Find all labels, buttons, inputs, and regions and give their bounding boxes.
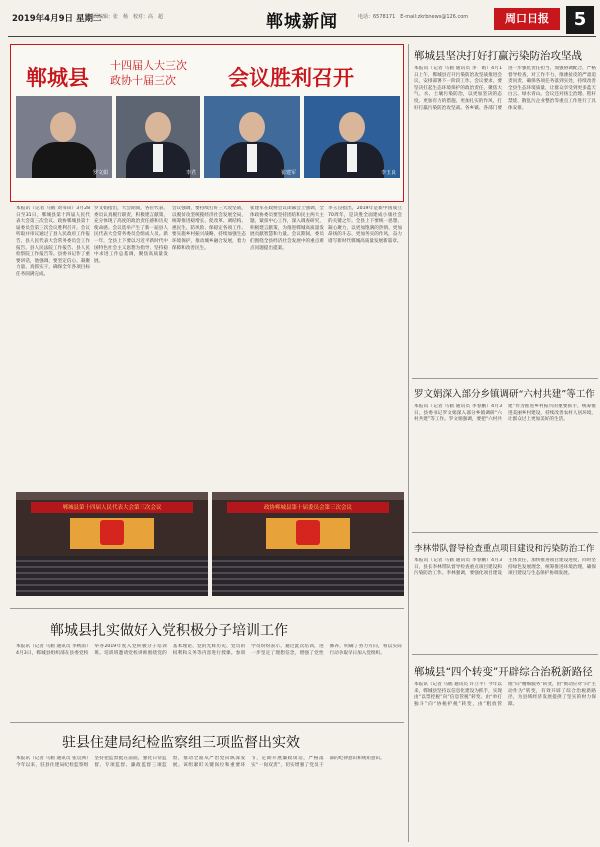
section-rule xyxy=(412,654,598,655)
photo-caption: 李玉良 xyxy=(380,170,396,176)
issue-date: 2019年4月9日 星期二 xyxy=(12,14,102,24)
photo-shirt xyxy=(153,144,163,172)
photo-shirt xyxy=(247,144,257,172)
headline-stack xyxy=(110,58,230,88)
article-body-tax: 本报讯（记者 马鹤 通讯员 许立平）今年以来，郸城县坚持以信息化建设为抓手，实现由“以票控税”向“信息管税”转变、由“单打独斗”向“协税护税”转变，由“粗放管理”向“精细服务”转变，由“被动应对”向“主动作为”转变，有效开辟了综合治税新路径，为县域经济发展提供了坚实的财力保障。 xyxy=(414,682,596,707)
lead-body-col-3: 会议强调，要持续打好三大攻坚战，以脱贫攻坚统揽经济社会发展全局，统筹推进稳增长、促改革、调结构、惠民生、防风险、保稳定各项工作。要实施乡村振兴战略，持续加强生态环境保护，推动城乡融合发展，着力保障和改善民生。 xyxy=(172,206,246,251)
hall-audience xyxy=(16,556,208,596)
hall-audience xyxy=(212,556,404,596)
headline-tail: 会议胜利召开 xyxy=(228,65,354,90)
article-body-party-training: 本报讯（记者 马鹤 通讯员 李秋雨）4月3日，郸城县组织部在县委党校举办2019年度入党积极分子培训班。培训班邀请党校讲师围绕党的基本理论、党的光辉历史、党员的权利和义务等内容进行授课。参训学员纷纷表示，通过此次培训，进一步坚定了理想信念，增强了党性修养，明确了努力方向，将以实际行动争取早日加入党组织。 xyxy=(16,644,402,656)
article-title-pollution: 郸城县坚决打好打赢污染防治攻坚战 xyxy=(414,50,582,62)
lead-body-col-5: 李玉良指出，2019年是新中国成立70周年，是决胜全面建成小康社会的关键之年。全县上下要统一思想、凝心聚力，以更加饱满的热情、更加昂扬的斗志、更加务实的作风，奋力谱写新时代郸城高质量发展新篇章。 xyxy=(328,206,402,244)
headline-county: 郸城县 xyxy=(26,65,89,90)
lead-photo-1 xyxy=(16,96,112,178)
article-body-pollution: 本报讯（记者 马鹤 通讯员 李 娟）4月1日上午，郸城县召开污染防治攻坚战推进会议，安排部署下一阶段工作。会议要求，要坚决扛起生态环境保护的政治责任，聚焦大气、水、土壤污染防治，以更加坚决的态度、更加有力的措施、更加扎实的作风，打好打赢污染防治攻坚战。各乡镇、各部门要进一步强化责任担当，加强协调配合，严格督导检查，对工作不力、推诿扯皮的严肃追责问责，确保各项任务落到实处，持续改善全县生态环境质量，让群众享受到更多蓝天白云、绿水青山。会议还对扬尘治理、秸秆禁烧、散乱污企业整治等重点工作进行了具体安排。 xyxy=(414,66,596,111)
lead-body-col-1: 本报讯（记者 马鹤 刘书田）3月28日至31日，郸城县第十四届人民代表大会第三次会议、政协郸城县第十届委员会第三次会议胜利召开。会议听取并审议通过了县人民政府工作报告、县人民代表大会常务委员会工作报告、县人民法院工作报告、县人民检察院工作报告等。县委书记作了重要讲话，他强调，要坚定信心、凝聚力量、真抓实干，确保全年各项目标任务圆满完成。 xyxy=(16,206,90,277)
hall-ceiling xyxy=(212,492,404,500)
lead-photo-2 xyxy=(116,96,200,178)
lead-headline xyxy=(18,56,408,100)
page-number: 5 xyxy=(566,6,594,34)
photo-face xyxy=(339,112,365,142)
section-rule xyxy=(412,378,598,379)
lead-body-col-2: 罗文娟指出，大会期间，各位代表、委员认真履行职责，积极建言献策，充分体现了高度的政治责任感和历史使命感。会议选举产生了新一届县人民代表大会常务委员会组成人员。新一年，全县上下要以习近平新时代中国特色社会主义思想为指导，坚持稳中求进工作总基调，聚焦高质量发展。 xyxy=(94,206,168,264)
photo-caption: 罗文娟 xyxy=(92,170,108,176)
section-rule xyxy=(10,722,404,723)
hall-emblem xyxy=(296,520,319,545)
hall-ceiling xyxy=(16,492,208,500)
newspaper-logo: 周口日报 xyxy=(494,8,560,30)
headline-stack-line-2: 政协十届三次 xyxy=(110,74,176,87)
headline-stack-line-1: 十四届人大三次 xyxy=(110,59,187,72)
photo-shirt xyxy=(347,144,357,172)
lead-photo-4 xyxy=(304,96,400,178)
hall-emblem xyxy=(100,520,123,545)
lead-body-col-4: 崔建军在政协会议闭幕会上强调，全体政协委员要坚持团结和民主两大主题，紧扣中心工作，深入调查研究，积极建言献策，为推进郸城高质量发展贡献智慧和力量。会议期间，委员们围绕全县经济社会发展中的重点难点问题提出提案。 xyxy=(250,206,324,251)
column-divider xyxy=(408,44,409,842)
photo-figure xyxy=(32,142,96,178)
congress-hall-photo xyxy=(16,492,208,596)
article-body-six-villages: 本报讯（记者 马鹤 通讯员 李春鹏）4月3日，县委书记罗文娟深入部分乡镇调研“六村共建”等工作。罗文娟强调，要把“六村共建”作为推进乡村振兴的重要抓手，统筹推进美丽乡村建设，持续改善农村人居环境，让群众过上更加美好的生活。 xyxy=(414,404,596,423)
photo-face xyxy=(50,112,76,142)
hall-banner: 政协郸城县第十届委员会第三次会议 xyxy=(227,502,388,512)
section-rule xyxy=(412,532,598,533)
hall-banner: 郸城县第十四届人民代表大会第三次会议 xyxy=(31,502,192,512)
article-title-party-training: 郸城县扎实做好入党积极分子培训工作 xyxy=(50,623,288,639)
editor-credits: 版面编辑：张 杨 校对：高 超 xyxy=(88,14,164,20)
photo-face xyxy=(145,112,171,142)
article-title-six-villages: 罗文娟深入部分乡镇调研“六村共建”等工作 xyxy=(414,389,595,400)
article-title-supervision: 驻县住建局纪检监察组三项监督出实效 xyxy=(62,735,300,751)
section-title: 郸城新闻 xyxy=(266,12,338,32)
contact-info: 电话：6578171 E-mail:zkrbnews@126.com xyxy=(358,14,468,20)
photo-face xyxy=(239,112,265,142)
article-title-inspection: 李林带队督导检查重点项目建设和污染防治工作 xyxy=(414,544,595,554)
header-rule xyxy=(8,36,596,37)
article-body-inspection: 本报讯（记者 马鹤 通讯员 李春鹏）4月3日，县长李林带队督导检查重点项目建设和污染防治工作。李林强调，要强化项目建设主体责任，加快推进项目建设进度，同时坚持绿色发展理念，统筹推进环境治理，确保项目建设与生态保护协调发展。 xyxy=(414,558,596,577)
cppcc-hall-photo xyxy=(212,492,404,596)
section-rule xyxy=(10,608,404,609)
article-title-tax: 郸城县“四个转变”开辟综合治税新路径 xyxy=(414,666,593,678)
photo-caption: 李君 xyxy=(185,170,196,176)
lead-photo-3 xyxy=(204,96,300,178)
article-body-supervision: 本报讯（记者 马鹤 通讯员 张贯洲）今年以来，驻县住建局纪检监察组坚持把监督挺在前面，强化日常监督、专项监督、廉政监督三项监督，推动全面从严治党向纵深发展。该组紧盯关键岗位和重要环节，定期开展廉政谈话，严格落实“一岗双责”，切实增强了党员干部的纪律意识和规矩意识。 xyxy=(16,756,385,768)
photo-caption: 崔建军 xyxy=(280,170,296,176)
